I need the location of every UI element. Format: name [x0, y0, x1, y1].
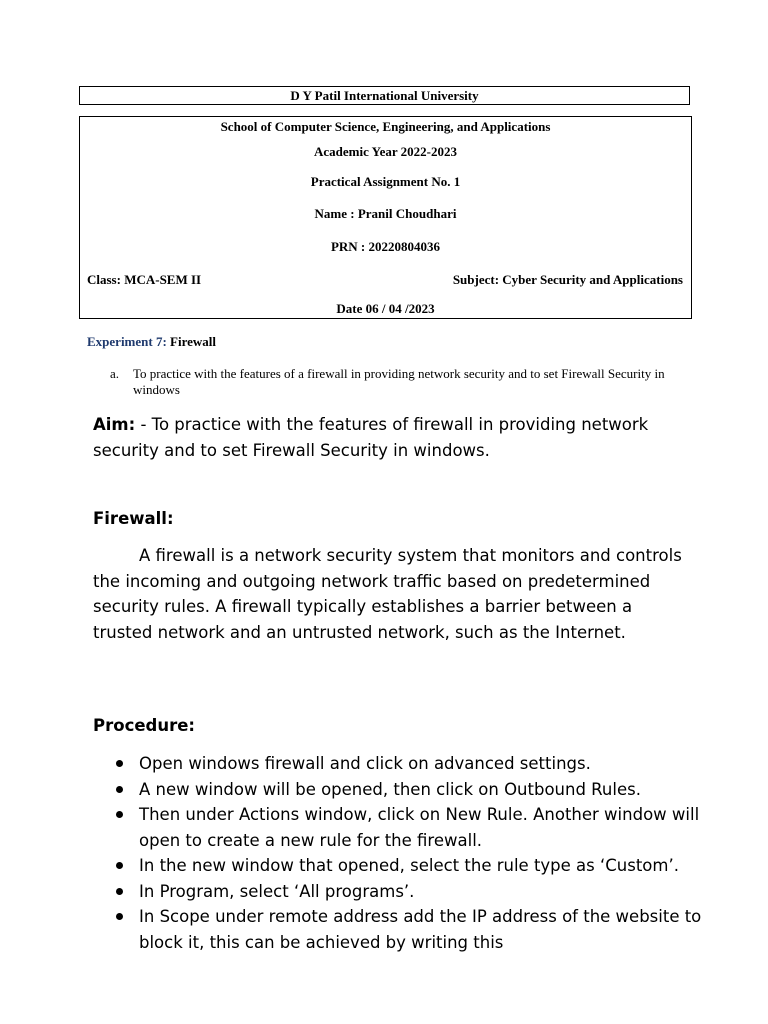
assignment-info-box: [79, 116, 692, 319]
student-prn: PRN : 20220804036: [330, 239, 441, 254]
university-header: [79, 86, 690, 105]
experiment-name: Firewall: [170, 334, 217, 349]
bullet-icon: [116, 913, 123, 920]
student-name: Name : Pranil Choudhari: [314, 206, 457, 221]
list-item: [114, 751, 704, 777]
list-item: [114, 802, 704, 853]
step-text: In Scope under remote address add the IP address of the website to block it, this can be achieved by writing this: [139, 907, 702, 952]
step-text: A new window will be opened, then click on Outbound Rules.: [139, 779, 641, 799]
subject-label: Subject: Cyber Security and Applications: [452, 272, 683, 287]
bullet-icon: [116, 786, 123, 793]
firewall-text: A firewall is a network security system that monitors and controls the incoming and outgoing network traffic based on predetermined security rules. A firewall typically establishes a barrier between a trusted network and an untrusted network, such as the Internet.: [93, 546, 682, 642]
step-text: In the new window that opened, select the rule type as ‘Custom’.: [139, 856, 679, 875]
step-text: Then under Actions window, click on New Rule. Another window will open to create a new rule for the firewall.: [139, 805, 700, 850]
firewall-paragraph: [93, 543, 693, 645]
bullet-icon: [116, 862, 123, 869]
date-label: Date 06 / 04 /2023: [336, 301, 435, 316]
objective-marker: a.: [110, 366, 120, 381]
list-item: [114, 777, 704, 803]
bullet-icon: [116, 811, 123, 818]
bullet-icon: [116, 888, 123, 895]
school-name: School of Computer Science, Engineering, and Applications: [220, 119, 551, 134]
objective-text: To practice with the features of a firewall in providing network security and to set Firewall Security in windows: [133, 366, 665, 397]
bullet-icon: [116, 760, 123, 767]
list-item: [114, 904, 704, 955]
aim-paragraph: [93, 412, 693, 463]
experiment-title: [87, 334, 216, 350]
step-text: In Program, select ‘All programs’.: [139, 881, 415, 901]
university-name: D Y Patil International University: [290, 88, 479, 103]
procedure-steps: [114, 751, 704, 955]
step-text: Open windows firewall and click on advanced settings.: [139, 754, 591, 773]
aim-text: - To practice with the features of firewall in providing network security and to set Firewall Security in windows.: [93, 415, 649, 460]
list-item: [114, 853, 704, 879]
procedure-heading: Procedure:: [93, 716, 196, 735]
assignment-number: Practical Assignment No. 1: [310, 174, 461, 189]
list-item: [114, 879, 704, 905]
experiment-label: Experiment 7:: [87, 334, 167, 349]
aim-label: Aim:: [93, 415, 136, 434]
class-label: Class: MCA-SEM II: [87, 272, 202, 287]
academic-year: Academic Year 2022-2023: [314, 144, 457, 159]
firewall-heading: Firewall:: [93, 509, 174, 528]
